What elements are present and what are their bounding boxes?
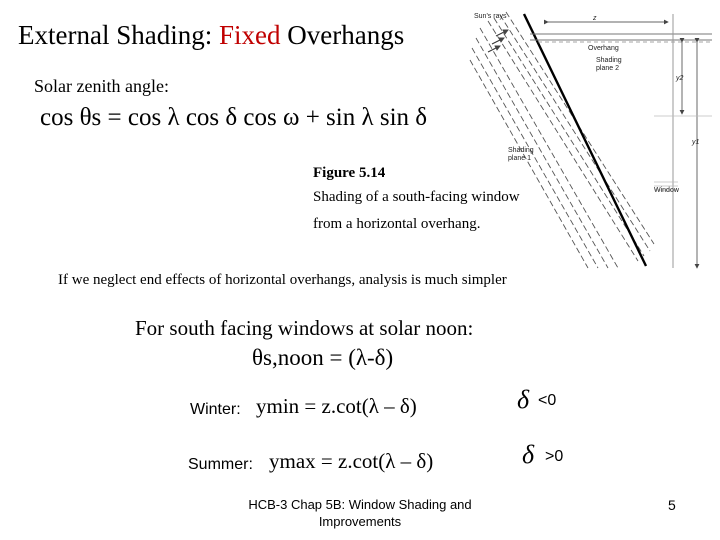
solar-noon-equation: θs,noon = (λ-δ) xyxy=(252,345,394,370)
summer-label: Summer: xyxy=(188,456,253,473)
z-label: z xyxy=(593,15,597,22)
delta-symbol-summer: δ xyxy=(522,440,535,469)
title-accent-word: Fixed xyxy=(218,20,281,50)
shading-plane-2-label-line1: Shading xyxy=(596,57,622,64)
figure-title: Figure 5.14 xyxy=(313,165,386,181)
suns-rays-label: Sun's rays xyxy=(474,13,507,20)
solar-noon-label: For south facing windows at solar noon: xyxy=(135,316,474,340)
shading-diagram xyxy=(468,6,712,274)
neglect-end-effects-note: If we neglect end effects of horizontal overhangs, analysis is much simpler xyxy=(58,272,507,288)
shading-plane-1-label-line1: Shading xyxy=(508,147,534,154)
zenith-angle-equation: cos θs = cos λ cos δ cos ω + sin λ sin δ xyxy=(40,104,428,131)
winter-label: Winter: xyxy=(190,401,241,418)
delta-symbol-winter: δ xyxy=(517,385,530,414)
page-number: 5 xyxy=(668,497,676,513)
shading-plane-1-label-line2: plane 1 xyxy=(508,155,531,162)
figure-caption-line2: from a horizontal overhang. xyxy=(313,216,481,232)
overhang-label: Overhang xyxy=(588,45,619,52)
figure-caption-line1: Shading of a south-facing window xyxy=(313,189,520,205)
sun-ray-lines xyxy=(470,12,654,268)
window-label: Window xyxy=(654,187,679,194)
winter-equation: ymin = z.cot(λ – δ) xyxy=(256,394,417,418)
y1-label: y1 xyxy=(692,139,700,146)
summer-equation: ymax = z.cot(λ – δ) xyxy=(269,449,434,473)
delta-negative-label: <0 xyxy=(538,392,557,409)
shading-plane-2-label-line2: plane 2 xyxy=(596,65,619,72)
footer-text: HCB-3 Chap 5B: Window Shading and Improvements xyxy=(248,497,472,529)
zenith-angle-label: Solar zenith angle: xyxy=(34,76,169,96)
delta-positive-label: >0 xyxy=(545,448,564,465)
y2-label: y2 xyxy=(676,75,684,82)
slide-title xyxy=(18,20,404,51)
title-text-part1: External Shading: xyxy=(18,20,219,50)
title-text-part2: Overhangs xyxy=(280,20,405,50)
